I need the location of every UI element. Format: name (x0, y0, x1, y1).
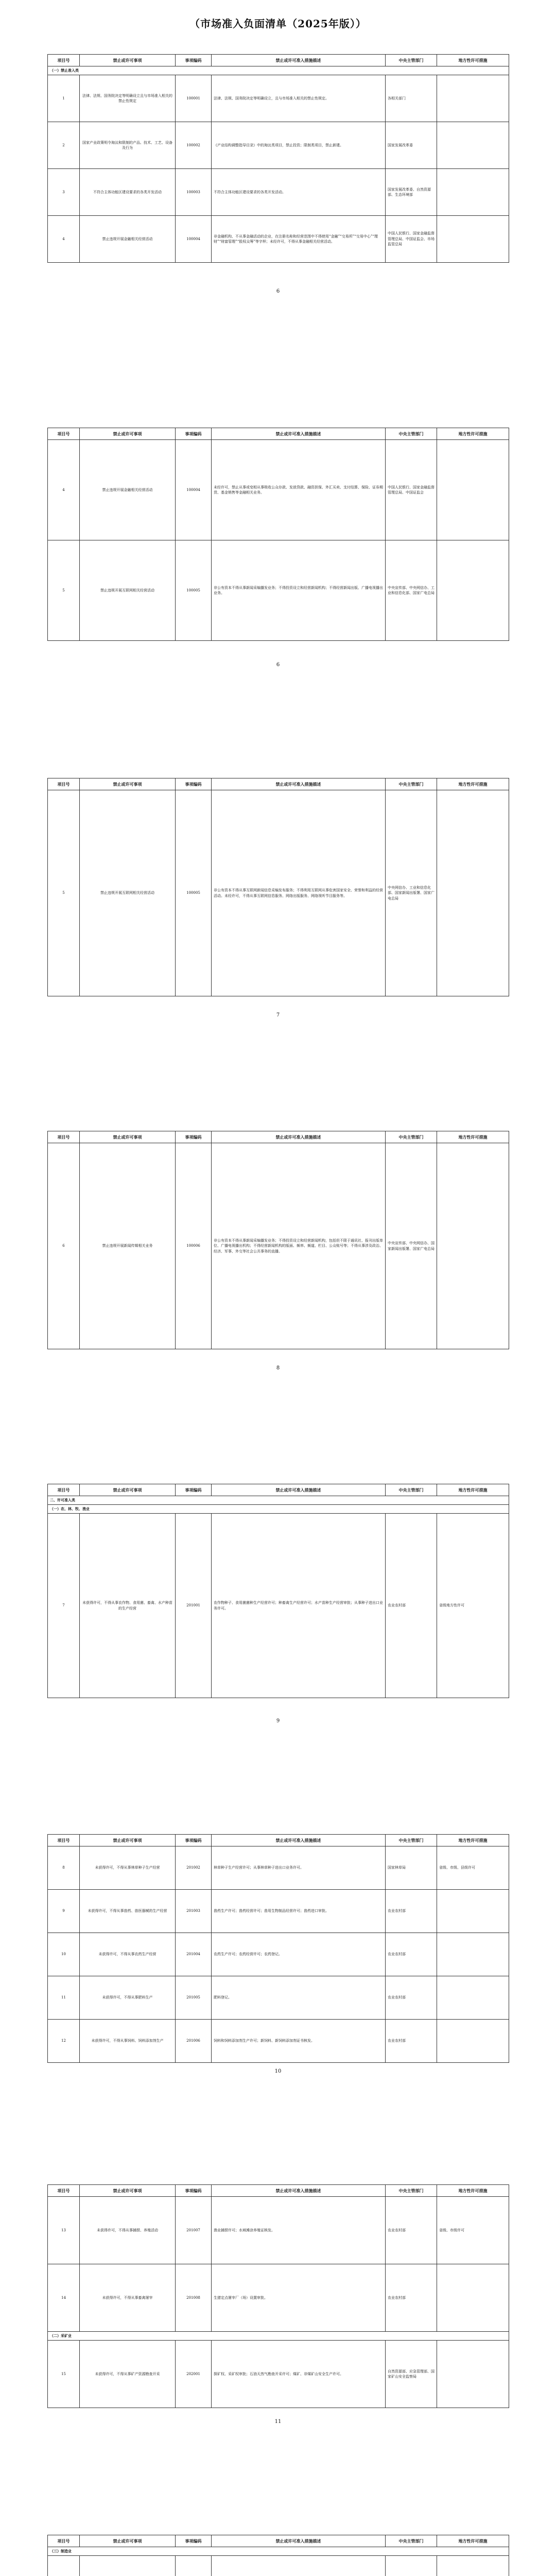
cell-local (437, 440, 509, 540)
cell-code: 201008 (176, 2264, 212, 2332)
header-local: 地方性许可措施 (437, 1131, 509, 1143)
header-code: 事项编码 (176, 55, 212, 66)
header-measure: 禁止或许可准入措施描述 (212, 428, 386, 440)
cell-project-no: 15 (48, 2341, 80, 2408)
cell-item: 禁止违规开展互联网相关经营活动 (80, 790, 176, 996)
list-table (47, 1834, 509, 2063)
header-code: 事项编码 (176, 2185, 212, 2197)
header-item: 禁止或许可事项 (80, 1835, 176, 1846)
header-item: 禁止或许可事项 (80, 2535, 176, 2547)
cell-dept: 农业农村部 (386, 2020, 437, 2063)
section-heading: （一）农、林、牧、渔业 (48, 1505, 509, 1514)
cell-code: 100004 (176, 216, 212, 263)
cell-item: 未获得许可，不得从事农药生产经营 (80, 1933, 176, 1976)
section-heading: （一）禁止准入类 (48, 66, 509, 75)
cell-measure: 兽药生产许可；兽药经营许可；兽用生物制品经营许可；兽药进口审批。 (212, 1890, 386, 1933)
header-dept: 中央主管部门 (386, 55, 437, 66)
table-row (48, 540, 509, 641)
cell-item: 未获得许可，不得从事林草种子生产经营 (80, 1846, 176, 1890)
table-header-row (48, 428, 509, 440)
cell-project-no: 10 (48, 1933, 80, 1976)
table-row (48, 1933, 509, 1976)
header-measure: 禁止或许可准入措施描述 (212, 1131, 386, 1143)
table-header-row (48, 55, 509, 66)
table-row (48, 216, 509, 263)
cell-dept: 农业农村部 (386, 1514, 437, 1698)
cell-dept: 中央宣传部、中央网信办、国家新闻出版署、国家广电总局 (386, 1143, 437, 1349)
cell-local (437, 216, 509, 263)
page-block (47, 2184, 509, 2408)
cell-item: 未获得许可，不得从事饲料、饲料添加剂生产 (80, 2020, 176, 2063)
cell-item: 未获得许可，不得从事农作物、食用菌、畜禽、水产种苗的生产经营 (80, 1514, 176, 1698)
cell-local (437, 2556, 509, 2576)
header-local: 地方性许可措施 (437, 1484, 509, 1496)
cell-project-no: 5 (48, 540, 80, 641)
cell-local (437, 1976, 509, 2020)
header-item: 禁止或许可事项 (80, 428, 176, 440)
cell-code: 100006 (176, 1143, 212, 1349)
cell-project-no: 6 (48, 1143, 80, 1349)
cell-measure: 探矿权、采矿权审批；石油天然气勘查开采许可；煤矿、非煤矿山安全生产许可。 (212, 2341, 386, 2408)
table-row (48, 2556, 509, 2576)
cell-item: 禁止违规开展互联网相关经营活动 (80, 540, 176, 641)
cell-measure: 生猪定点屠宰厂（场）设置审批。 (212, 2264, 386, 2332)
header-measure: 禁止或许可准入措施描述 (212, 55, 386, 66)
cell-item: 法律、法规、国务院决定等明确设立且与市场准入相关的禁止性规定 (80, 75, 176, 122)
header-local: 地方性许可措施 (437, 55, 509, 66)
cell-dept: 中央网信办、工业和信息化部、国家新闻出版署、国家广电总局 (386, 790, 437, 996)
page-number: 6 (276, 662, 280, 668)
list-table (47, 2184, 509, 2408)
header-project-no: 项目号 (48, 1131, 80, 1143)
page-block (47, 2535, 509, 2576)
cell-measure: 非金融机构、不从事金融活动的企业，在注册名称和经营范围中不得使用“金融”“交易所”“交易中心”“理财”“财富管理”“股权众筹”等字样；未经许可，不得从事金融相关经营活动。 (212, 216, 386, 263)
cell-item: 未获得许可，不得从事兽药、兽医器械的生产经营 (80, 1890, 176, 1933)
cell-local (437, 1933, 509, 1976)
cell-code: 201005 (176, 1976, 212, 2020)
cell-item: 未获得许可，不得从事畜禽屠宰 (80, 2264, 176, 2332)
header-project-no: 项目号 (48, 2185, 80, 2197)
cell-code (176, 2556, 212, 2576)
cell-project-no: 2 (48, 122, 80, 169)
table-header-row (48, 2535, 509, 2547)
section-row (48, 1496, 509, 1505)
table-row (48, 790, 509, 996)
table-row (48, 2341, 509, 2408)
cell-local: 省级地方性许可 (437, 1514, 509, 1698)
cell-code: 201004 (176, 1933, 212, 1976)
cell-measure: 饲料和饲料添加剂生产许可；新饲料、新饲料添加剂证书核发。 (212, 2020, 386, 2063)
cell-project-no: 4 (48, 216, 80, 263)
cell-local (437, 122, 509, 169)
cell-local (437, 1890, 509, 1933)
cell-local (437, 1143, 509, 1349)
header-item: 禁止或许可事项 (80, 2185, 176, 2197)
cell-dept: 农业农村部 (386, 1933, 437, 1976)
table-header-row (48, 778, 509, 790)
table-row (48, 75, 509, 122)
cell-project-no: 5 (48, 790, 80, 996)
cell-dept (386, 2556, 437, 2576)
header-project-no: 项目号 (48, 1835, 80, 1846)
cell-dept: 农业农村部 (386, 2264, 437, 2332)
cell-code: 201002 (176, 1846, 212, 1890)
page-block (47, 1834, 509, 2063)
section-row (48, 2332, 509, 2341)
document-title: （市场准入负面清单（2025年版）） (189, 18, 367, 30)
header-code: 事项编码 (176, 428, 212, 440)
page-number: 7 (276, 1012, 280, 1018)
header-dept: 中央主管部门 (386, 428, 437, 440)
header-project-no: 项目号 (48, 428, 80, 440)
table-header-row (48, 1484, 509, 1496)
cell-code: 100005 (176, 540, 212, 641)
cell-measure: 林草种子生产经营许可；从事林草种子进出口业务许可。 (212, 1846, 386, 1890)
cell-dept: 农业农村部 (386, 2197, 437, 2264)
section-row (48, 66, 509, 75)
cell-project-no (48, 2556, 80, 2576)
table-row (48, 1514, 509, 1698)
cell-local (437, 2264, 509, 2332)
header-item: 禁止或许可事项 (80, 1131, 176, 1143)
header-dept: 中央主管部门 (386, 2185, 437, 2197)
header-local: 地方性许可措施 (437, 778, 509, 790)
header-project-no: 项目号 (48, 2535, 80, 2547)
cell-dept: 各相关部门 (386, 75, 437, 122)
list-table (47, 2535, 509, 2576)
cell-measure: 非公有资本不得从事新闻采编播发业务；不得投资设立和经营新闻机构，包括但不限于通讯社、报刊出版单位、广播电视播出机构；不得经营新闻机构的版面、频率、频道、栏目、公众账号等；不得从事涉及政治、经济、军事、外交等社会公共事务的直播。 (212, 1143, 386, 1349)
cell-item: 未获得许可，不得从事矿产资源勘查开采 (80, 2341, 176, 2408)
cell-dept: 国家发展改革委、自然资源部、生态环境部 (386, 169, 437, 216)
cell-code: 201003 (176, 1890, 212, 1933)
header-code: 事项编码 (176, 1131, 212, 1143)
header-item: 禁止或许可事项 (80, 1484, 176, 1496)
section-row (48, 1505, 509, 1514)
page-block (47, 1131, 509, 1349)
cell-item: 未获得许可，不得从事肥料生产 (80, 1976, 176, 2020)
cell-measure: 农药生产许可；农药经营许可；农药登记。 (212, 1933, 386, 1976)
cell-code: 100003 (176, 169, 212, 216)
cell-code: 100005 (176, 790, 212, 996)
header-item: 禁止或许可事项 (80, 55, 176, 66)
header-project-no: 项目号 (48, 55, 80, 66)
table-row (48, 1846, 509, 1890)
cell-local (437, 2341, 509, 2408)
cell-local: 省级、市级许可 (437, 2197, 509, 2264)
header-measure: 禁止或许可准入措施描述 (212, 2185, 386, 2197)
header-measure: 禁止或许可准入措施描述 (212, 778, 386, 790)
section-heading: （二）采矿业 (48, 2332, 509, 2341)
cell-dept: 农业农村部 (386, 1890, 437, 1933)
cell-code: 100001 (176, 75, 212, 122)
cell-item: 禁止违规开展新闻传媒相关业务 (80, 1143, 176, 1349)
header-dept: 中央主管部门 (386, 2535, 437, 2547)
cell-project-no: 14 (48, 2264, 80, 2332)
header-measure: 禁止或许可准入措施描述 (212, 2535, 386, 2547)
cell-dept: 中国人民银行、国家金融监督管理总局、中国证监会、市场监管总局 (386, 216, 437, 263)
page-block (47, 428, 509, 641)
table-header-row (48, 1131, 509, 1143)
cell-dept: 国家林草局 (386, 1846, 437, 1890)
cell-measure: 肥料登记。 (212, 1976, 386, 2020)
cell-project-no: 13 (48, 2197, 80, 2264)
list-table (47, 428, 509, 641)
page-number: 10 (274, 2069, 282, 2074)
table-row (48, 122, 509, 169)
cell-item: 未获得许可，不得从事捕捞、养殖活动 (80, 2197, 176, 2264)
header-project-no: 项目号 (48, 778, 80, 790)
cell-project-no: 11 (48, 1976, 80, 2020)
cell-item (80, 2556, 176, 2576)
header-local: 地方性许可措施 (437, 2185, 509, 2197)
cell-code: 100004 (176, 440, 212, 540)
section-heading: （三）制造业 (48, 2547, 509, 2556)
header-dept: 中央主管部门 (386, 1484, 437, 1496)
table-row (48, 2264, 509, 2332)
header-code: 事项编码 (176, 1484, 212, 1496)
cell-project-no: 12 (48, 2020, 80, 2063)
table-row (48, 2197, 509, 2264)
header-code: 事项编码 (176, 2535, 212, 2547)
section-row (48, 2547, 509, 2556)
header-dept: 中央主管部门 (386, 778, 437, 790)
cell-local (437, 75, 509, 122)
header-dept: 中央主管部门 (386, 1835, 437, 1846)
cell-code: 201001 (176, 1514, 212, 1698)
cell-project-no: 3 (48, 169, 80, 216)
cell-local (437, 169, 509, 216)
header-local: 地方性许可措施 (437, 428, 509, 440)
cell-dept: 国家发展改革委 (386, 122, 437, 169)
cell-code: 201007 (176, 2197, 212, 2264)
cell-item: 禁止违规开展金融相关经营活动 (80, 440, 176, 540)
cell-measure: 《产业结构调整指导目录》中的淘汰类项目，禁止投资；限制类项目，禁止新建。 (212, 122, 386, 169)
header-dept: 中央主管部门 (386, 1131, 437, 1143)
page-number: 11 (274, 2419, 282, 2425)
cell-project-no: 1 (48, 75, 80, 122)
cell-local (437, 790, 509, 996)
table-row (48, 169, 509, 216)
table-row (48, 1890, 509, 1933)
cell-item: 不符合主体功能区建设要求的各类开发活动 (80, 169, 176, 216)
table-row (48, 1143, 509, 1349)
cell-code: 201006 (176, 2020, 212, 2063)
table-header-row (48, 2185, 509, 2197)
cell-measure: 非公有资本不得从事新闻采编播发业务；不得投资设立和经营新闻机构；不得经营新闻出版、广播电视播出业务。 (212, 540, 386, 641)
list-table (47, 1131, 509, 1349)
cell-item: 国家产业政策明令淘汰和限制的产品、技术、工艺、设备及行为 (80, 122, 176, 169)
cell-measure: 非公有资本不得从事互联网新闻信息采编发布服务；不得利用互联网从事危害国家安全、荣誉和利益的经营活动。未经许可，不得从事互联网信息服务、网络出版服务、网络视听节目服务等。 (212, 790, 386, 996)
cell-measure (212, 2556, 386, 2576)
header-code: 事项编码 (176, 778, 212, 790)
cell-dept: 中国人民银行、国家金融监督管理总局、中国证监会 (386, 440, 437, 540)
page-block (47, 778, 509, 996)
cell-code: 100002 (176, 122, 212, 169)
page-number: 8 (276, 1365, 280, 1371)
header-code: 事项编码 (176, 1835, 212, 1846)
list-table (47, 54, 509, 263)
cell-project-no: 7 (48, 1514, 80, 1698)
cell-dept: 农业农村部 (386, 1976, 437, 2020)
page-number: 6 (276, 289, 280, 294)
header-local: 地方性许可措施 (437, 2535, 509, 2547)
cell-measure: 不符合主体功能区建设要求的各类开发活动。 (212, 169, 386, 216)
page-block (47, 54, 509, 263)
cell-local: 省级、市级、县级许可 (437, 1846, 509, 1890)
cell-dept: 自然资源部、应急管理部、国家矿山安全监察局 (386, 2341, 437, 2408)
table-row (48, 2020, 509, 2063)
cell-project-no: 8 (48, 1846, 80, 1890)
header-measure: 禁止或许可准入措施描述 (212, 1835, 386, 1846)
cell-local (437, 540, 509, 641)
page-number: 9 (276, 1718, 280, 1724)
table-row (48, 1976, 509, 2020)
cell-measure: 农作物种子、食用菌菌种生产经营许可；种畜禽生产经营许可；水产苗种生产经营审批；从事种子进出口业务许可。 (212, 1514, 386, 1698)
cell-code: 202001 (176, 2341, 212, 2408)
table-row (48, 440, 509, 540)
header-local: 地方性许可措施 (437, 1835, 509, 1846)
cell-measure: 渔业捕捞许可；水域滩涂养殖证核发。 (212, 2197, 386, 2264)
cell-project-no: 4 (48, 440, 80, 540)
header-project-no: 项目号 (48, 1484, 80, 1496)
cell-measure: 未经许可，禁止从事或变相从事吸收公众存款、发放贷款、融资担保、外汇买卖、支付结算、保险、证券期货、基金销售等金融相关业务。 (212, 440, 386, 540)
table-header-row (48, 1835, 509, 1846)
page-block (47, 1484, 509, 1698)
list-table (47, 1484, 509, 1698)
cell-item: 禁止违规开展金融相关经营活动 (80, 216, 176, 263)
header-item: 禁止或许可事项 (80, 778, 176, 790)
cell-dept: 中央宣传部、中央网信办、工业和信息化部、国家广电总局 (386, 540, 437, 641)
cell-project-no: 9 (48, 1890, 80, 1933)
header-measure: 禁止或许可准入措施描述 (212, 1484, 386, 1496)
cell-local (437, 2020, 509, 2063)
cell-measure: 法律、法规、国务院决定等明确设立，且与市场准入相关的禁止性规定。 (212, 75, 386, 122)
section-heading: 二、许可准入类 (48, 1496, 509, 1505)
list-table (47, 778, 509, 996)
